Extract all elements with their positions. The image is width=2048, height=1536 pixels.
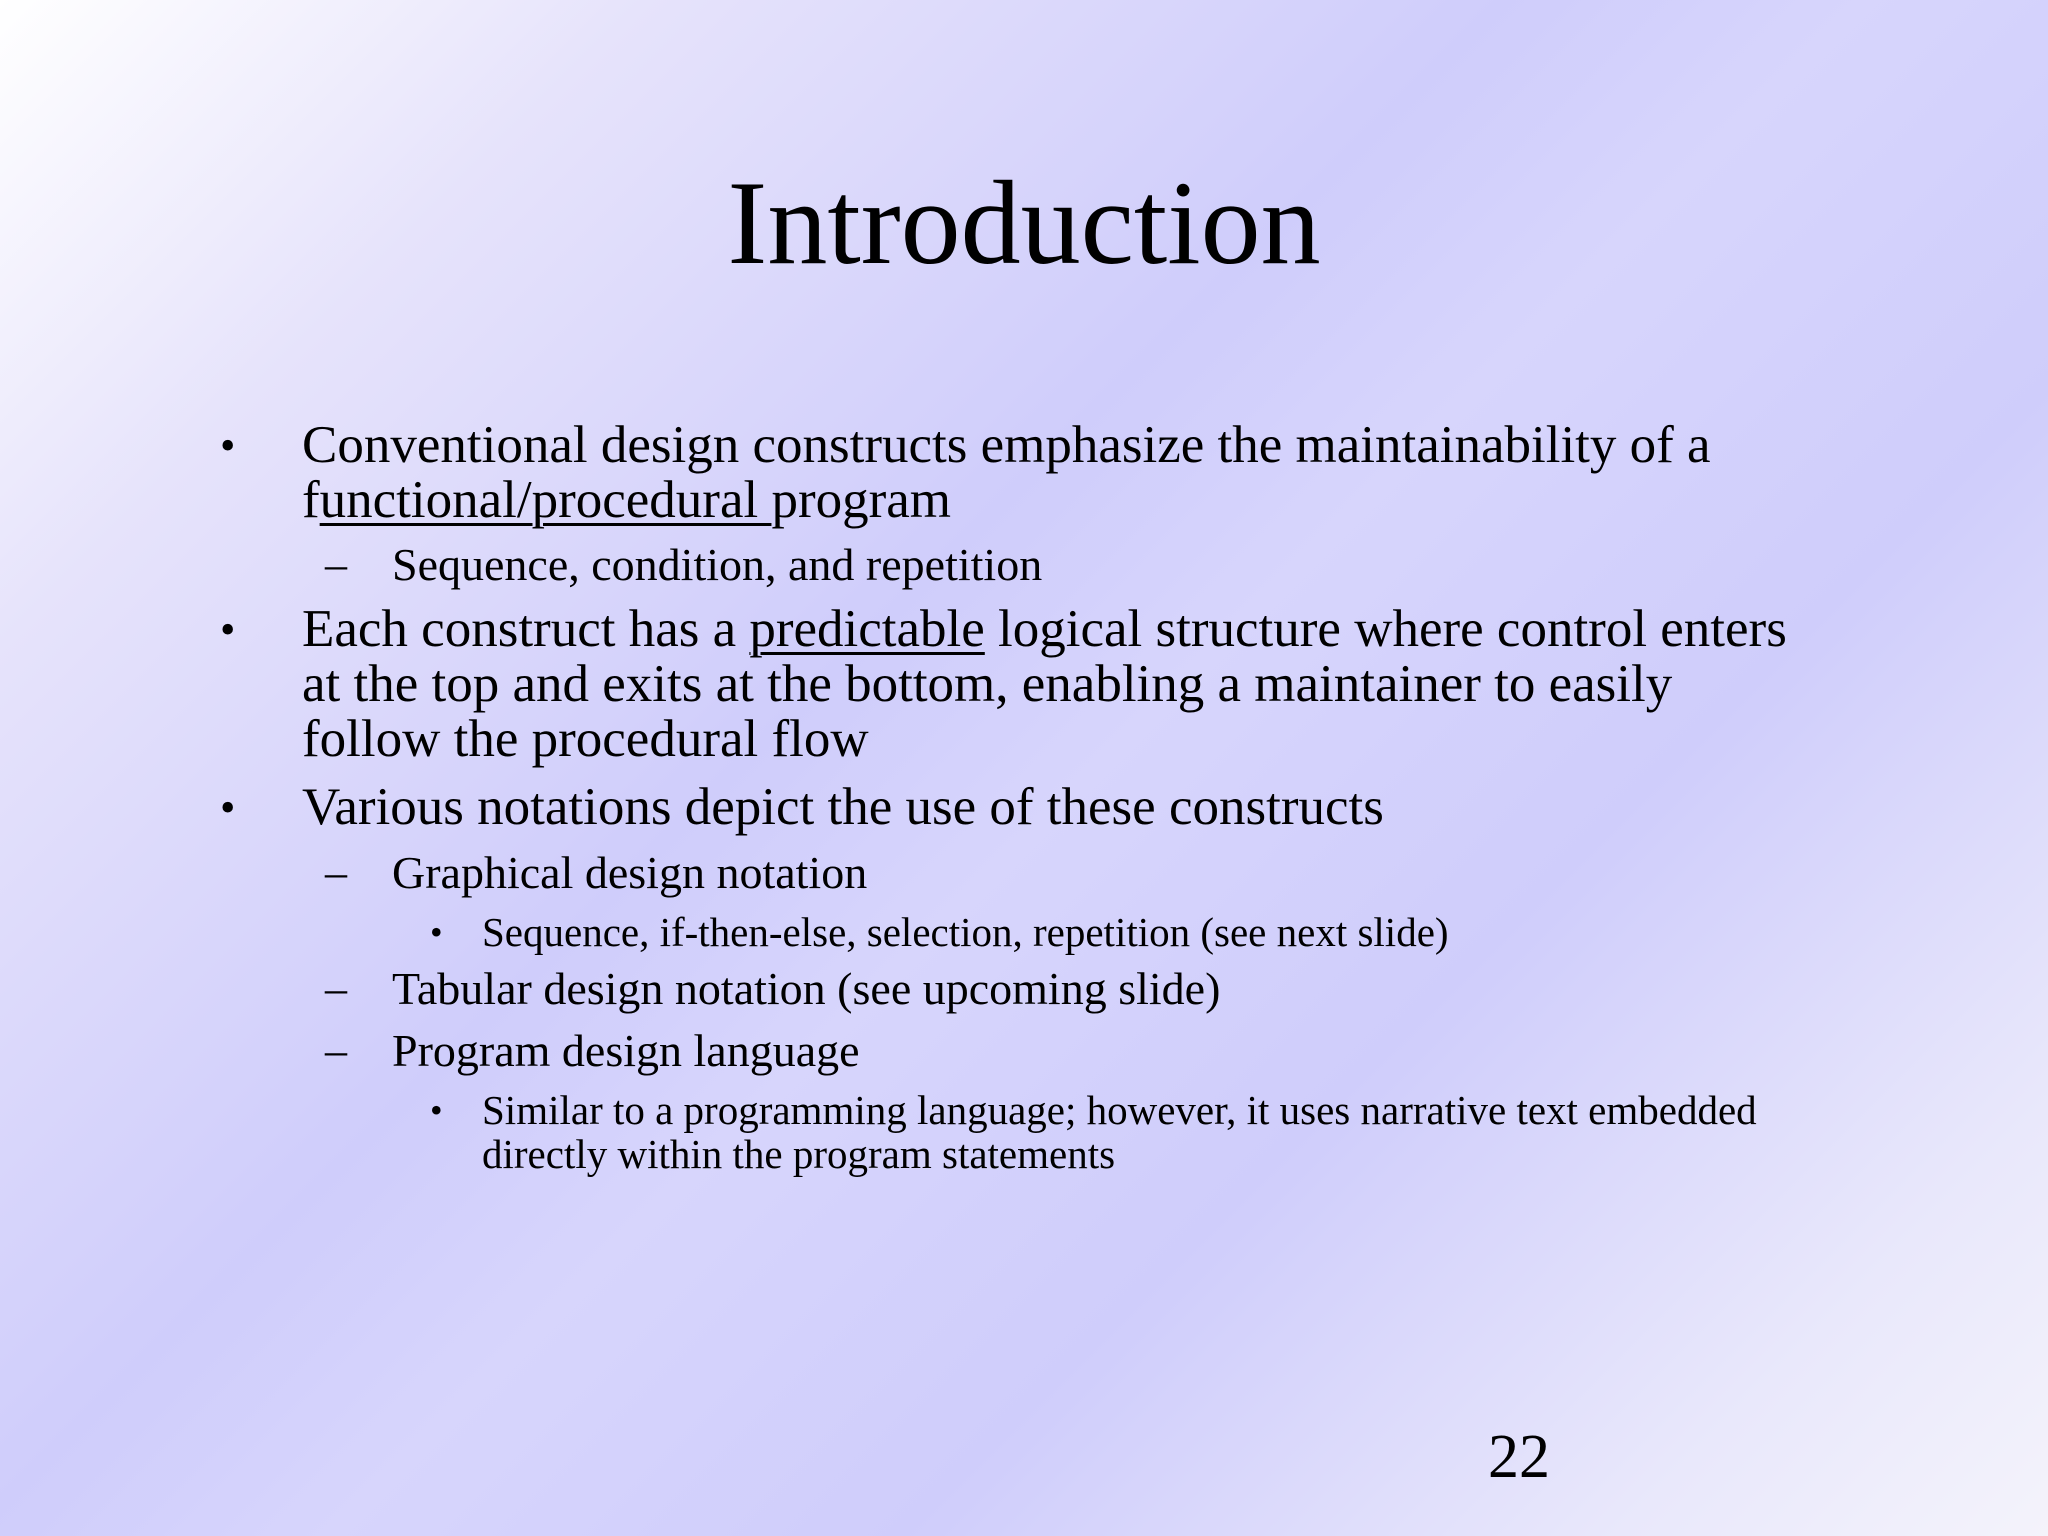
sub-sub-bullet-similar-line-2: directly within the program statements: [482, 1131, 1116, 1177]
dash-marker: –: [325, 540, 347, 589]
dash-marker: –: [325, 1026, 347, 1075]
bullet-marker: •: [220, 605, 236, 654]
bullet-2-line-1-suffix: logical structure where control enters: [984, 600, 1787, 658]
bullet-1-line-1: Conventional design constructs emphasize the maintainability of a: [302, 416, 1711, 474]
bullet-1-line-2-suffix: program: [771, 471, 952, 529]
sub-bullet-graphical: Graphical design notation: [392, 847, 868, 898]
bullet-marker: •: [220, 783, 236, 832]
page-number: 22: [1488, 1423, 1550, 1491]
sub-sub-bullet-similar-line-1: Similar to a programming language; however, it uses narrative text embedded: [482, 1087, 1757, 1133]
underlined-term-predictable: predictable: [749, 600, 985, 658]
bullet-2-line-2: at the top and exits at the bottom, enabling a maintainer to easily: [302, 655, 1673, 713]
sub-bullet-tabular: Tabular design notation (see upcoming slide): [392, 963, 1221, 1014]
small-bullet-marker: •: [430, 1090, 443, 1130]
bullet-2-line-3: follow the procedural flow: [302, 710, 869, 768]
sub-bullet-sequence: Sequence, condition, and repetition: [392, 539, 1043, 590]
bullet-marker: •: [220, 421, 236, 470]
bullet-3-line-1: Various notations depict the use of these constructs: [302, 778, 1384, 836]
small-bullet-marker: •: [430, 912, 443, 952]
bullet-2-line-1: [302, 602, 1787, 657]
underlined-term-functional-procedural: unctional/procedural: [319, 471, 772, 529]
bullet-1-line-2-prefix: f: [302, 471, 320, 529]
dash-marker: –: [325, 848, 347, 897]
sub-sub-bullet-sequence-ifthenelse: Sequence, if-then-else, selection, repetition (see next slide): [482, 909, 1449, 955]
bullet-2-line-1-prefix: Each construct has a: [302, 600, 750, 658]
dash-marker: –: [325, 964, 347, 1013]
sub-bullet-program-design-language: Program design language: [392, 1025, 860, 1076]
bullet-1-line-2: [302, 473, 951, 528]
slide-title: Introduction: [727, 156, 1321, 289]
